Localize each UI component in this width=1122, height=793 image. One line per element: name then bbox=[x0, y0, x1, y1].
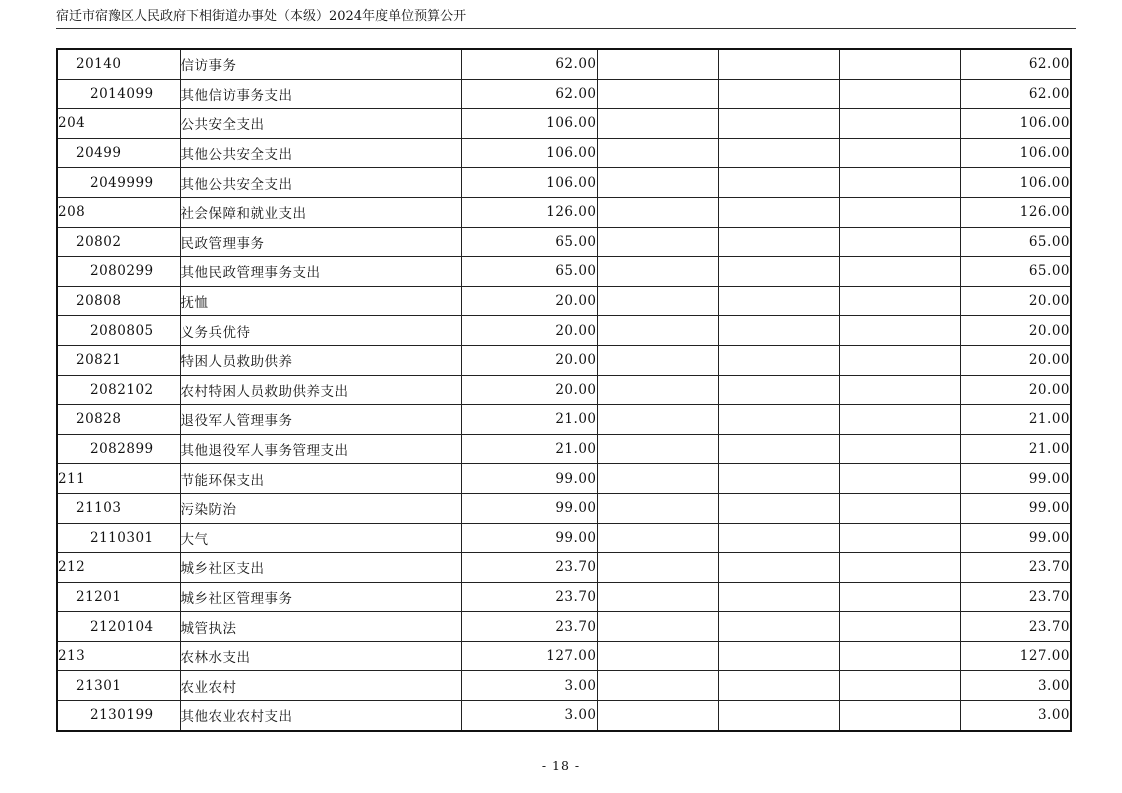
cell-column-5 bbox=[839, 316, 960, 346]
cell-column-3 bbox=[597, 138, 718, 168]
cell-total: 20.00 bbox=[461, 286, 597, 316]
cell-column-3 bbox=[597, 168, 718, 198]
cell-column-4 bbox=[718, 227, 839, 257]
cell-column-6: 20.00 bbox=[960, 316, 1071, 346]
cell-column-5 bbox=[839, 671, 960, 701]
cell-subject-code: 2080299 bbox=[57, 257, 180, 287]
cell-total: 127.00 bbox=[461, 641, 597, 671]
cell-subject-name: 其他农业农村支出 bbox=[180, 701, 461, 731]
cell-column-4 bbox=[718, 641, 839, 671]
cell-subject-code: 21301 bbox=[57, 671, 180, 701]
budget-table bbox=[56, 48, 1072, 732]
cell-column-3 bbox=[597, 316, 718, 346]
cell-column-6: 99.00 bbox=[960, 523, 1071, 553]
cell-subject-name: 其他信访事务支出 bbox=[180, 79, 461, 109]
cell-column-4 bbox=[718, 405, 839, 435]
cell-column-5 bbox=[839, 464, 960, 494]
cell-subject-code: 208 bbox=[57, 197, 180, 227]
cell-column-6: 127.00 bbox=[960, 641, 1071, 671]
cell-column-4 bbox=[718, 138, 839, 168]
cell-total: 62.00 bbox=[461, 49, 597, 79]
cell-column-3 bbox=[597, 701, 718, 731]
cell-column-6: 20.00 bbox=[960, 375, 1071, 405]
table-row bbox=[57, 109, 1071, 139]
cell-column-6: 21.00 bbox=[960, 405, 1071, 435]
cell-subject-code: 20499 bbox=[57, 138, 180, 168]
cell-column-5 bbox=[839, 405, 960, 435]
cell-subject-name: 特困人员救助供养 bbox=[180, 345, 461, 375]
table-row bbox=[57, 138, 1071, 168]
table-row bbox=[57, 434, 1071, 464]
cell-subject-name: 节能环保支出 bbox=[180, 464, 461, 494]
cell-total: 3.00 bbox=[461, 671, 597, 701]
cell-column-3 bbox=[597, 612, 718, 642]
cell-column-6: 99.00 bbox=[960, 464, 1071, 494]
cell-column-4 bbox=[718, 553, 839, 583]
cell-subject-code: 204 bbox=[57, 109, 180, 139]
cell-column-4 bbox=[718, 671, 839, 701]
cell-column-3 bbox=[597, 405, 718, 435]
cell-total: 65.00 bbox=[461, 227, 597, 257]
cell-subject-name: 城乡社区管理事务 bbox=[180, 582, 461, 612]
cell-subject-code: 21201 bbox=[57, 582, 180, 612]
cell-column-5 bbox=[839, 493, 960, 523]
cell-total: 65.00 bbox=[461, 257, 597, 287]
table-row bbox=[57, 641, 1071, 671]
cell-subject-code: 2082102 bbox=[57, 375, 180, 405]
cell-column-5 bbox=[839, 109, 960, 139]
cell-subject-name: 污染防治 bbox=[180, 493, 461, 523]
cell-column-3 bbox=[597, 641, 718, 671]
cell-subject-code: 213 bbox=[57, 641, 180, 671]
cell-column-4 bbox=[718, 49, 839, 79]
cell-subject-code: 2049999 bbox=[57, 168, 180, 198]
table-row bbox=[57, 582, 1071, 612]
cell-total: 23.70 bbox=[461, 612, 597, 642]
table-row bbox=[57, 523, 1071, 553]
cell-subject-name: 其他退役军人事务管理支出 bbox=[180, 434, 461, 464]
table-row bbox=[57, 553, 1071, 583]
cell-subject-code: 20802 bbox=[57, 227, 180, 257]
cell-subject-code: 2110301 bbox=[57, 523, 180, 553]
cell-column-3 bbox=[597, 109, 718, 139]
cell-total: 62.00 bbox=[461, 79, 597, 109]
cell-column-6: 65.00 bbox=[960, 227, 1071, 257]
cell-column-3 bbox=[597, 197, 718, 227]
table-row bbox=[57, 227, 1071, 257]
cell-total: 106.00 bbox=[461, 168, 597, 198]
cell-column-3 bbox=[597, 464, 718, 494]
cell-subject-code: 211 bbox=[57, 464, 180, 494]
cell-column-6: 106.00 bbox=[960, 168, 1071, 198]
cell-column-4 bbox=[718, 464, 839, 494]
cell-subject-name: 其他公共安全支出 bbox=[180, 138, 461, 168]
cell-column-4 bbox=[718, 316, 839, 346]
cell-column-5 bbox=[839, 286, 960, 316]
cell-subject-name: 其他公共安全支出 bbox=[180, 168, 461, 198]
cell-total: 20.00 bbox=[461, 345, 597, 375]
cell-column-5 bbox=[839, 553, 960, 583]
cell-subject-name: 城乡社区支出 bbox=[180, 553, 461, 583]
cell-total: 21.00 bbox=[461, 434, 597, 464]
cell-column-5 bbox=[839, 582, 960, 612]
cell-total: 106.00 bbox=[461, 109, 597, 139]
cell-column-4 bbox=[718, 612, 839, 642]
table-row bbox=[57, 168, 1071, 198]
table-row bbox=[57, 493, 1071, 523]
cell-total: 99.00 bbox=[461, 523, 597, 553]
page-header-title: 宿迁市宿豫区人民政府下相街道办事处（本级）2024年度单位预算公开 bbox=[56, 9, 467, 24]
table-row bbox=[57, 197, 1071, 227]
table-row bbox=[57, 49, 1071, 79]
cell-subject-code: 2014099 bbox=[57, 79, 180, 109]
cell-subject-name: 社会保障和就业支出 bbox=[180, 197, 461, 227]
cell-column-3 bbox=[597, 493, 718, 523]
cell-subject-code: 21103 bbox=[57, 493, 180, 523]
cell-subject-code: 2130199 bbox=[57, 701, 180, 731]
cell-subject-name: 大气 bbox=[180, 523, 461, 553]
cell-column-3 bbox=[597, 345, 718, 375]
cell-column-6: 3.00 bbox=[960, 671, 1071, 701]
cell-column-6: 21.00 bbox=[960, 434, 1071, 464]
table-row bbox=[57, 286, 1071, 316]
cell-column-5 bbox=[839, 434, 960, 464]
cell-column-6: 126.00 bbox=[960, 197, 1071, 227]
cell-subject-name: 农村特困人员救助供养支出 bbox=[180, 375, 461, 405]
cell-subject-name: 农业农村 bbox=[180, 671, 461, 701]
cell-column-6: 106.00 bbox=[960, 109, 1071, 139]
cell-column-3 bbox=[597, 257, 718, 287]
cell-column-6: 23.70 bbox=[960, 553, 1071, 583]
cell-column-5 bbox=[839, 375, 960, 405]
table-row bbox=[57, 375, 1071, 405]
table-row bbox=[57, 316, 1071, 346]
header-divider bbox=[56, 28, 1076, 29]
cell-column-4 bbox=[718, 434, 839, 464]
cell-column-5 bbox=[839, 345, 960, 375]
cell-subject-code: 212 bbox=[57, 553, 180, 583]
cell-column-5 bbox=[839, 168, 960, 198]
cell-subject-code: 2080805 bbox=[57, 316, 180, 346]
cell-subject-name: 其他民政管理事务支出 bbox=[180, 257, 461, 287]
cell-subject-name: 农林水支出 bbox=[180, 641, 461, 671]
cell-column-6: 3.00 bbox=[960, 701, 1071, 731]
cell-column-6: 23.70 bbox=[960, 612, 1071, 642]
cell-total: 20.00 bbox=[461, 316, 597, 346]
cell-column-5 bbox=[839, 227, 960, 257]
cell-subject-code: 2120104 bbox=[57, 612, 180, 642]
table-row bbox=[57, 79, 1071, 109]
table-row bbox=[57, 257, 1071, 287]
cell-column-3 bbox=[597, 49, 718, 79]
cell-column-4 bbox=[718, 257, 839, 287]
cell-subject-name: 义务兵优待 bbox=[180, 316, 461, 346]
cell-column-6: 23.70 bbox=[960, 582, 1071, 612]
cell-column-5 bbox=[839, 79, 960, 109]
cell-column-6: 106.00 bbox=[960, 138, 1071, 168]
cell-subject-code: 20140 bbox=[57, 49, 180, 79]
cell-column-3 bbox=[597, 227, 718, 257]
cell-total: 3.00 bbox=[461, 701, 597, 731]
budget-table-body bbox=[57, 49, 1071, 731]
table-row bbox=[57, 405, 1071, 435]
cell-subject-name: 抚恤 bbox=[180, 286, 461, 316]
cell-column-3 bbox=[597, 286, 718, 316]
cell-column-5 bbox=[839, 257, 960, 287]
table-row bbox=[57, 701, 1071, 731]
cell-column-6: 99.00 bbox=[960, 493, 1071, 523]
cell-total: 21.00 bbox=[461, 405, 597, 435]
cell-column-5 bbox=[839, 641, 960, 671]
cell-column-4 bbox=[718, 523, 839, 553]
table-row bbox=[57, 464, 1071, 494]
cell-column-5 bbox=[839, 523, 960, 553]
cell-column-4 bbox=[718, 109, 839, 139]
page-number: - 18 - bbox=[541, 758, 581, 773]
cell-column-4 bbox=[718, 582, 839, 612]
cell-total: 99.00 bbox=[461, 464, 597, 494]
cell-column-4 bbox=[718, 79, 839, 109]
cell-column-5 bbox=[839, 138, 960, 168]
cell-subject-code: 20821 bbox=[57, 345, 180, 375]
table-row bbox=[57, 345, 1071, 375]
cell-subject-name: 退役军人管理事务 bbox=[180, 405, 461, 435]
cell-subject-name: 信访事务 bbox=[180, 49, 461, 79]
cell-total: 126.00 bbox=[461, 197, 597, 227]
cell-total: 20.00 bbox=[461, 375, 597, 405]
table-row bbox=[57, 612, 1071, 642]
cell-column-3 bbox=[597, 79, 718, 109]
cell-column-3 bbox=[597, 582, 718, 612]
cell-total: 23.70 bbox=[461, 553, 597, 583]
cell-column-3 bbox=[597, 523, 718, 553]
cell-column-6: 62.00 bbox=[960, 79, 1071, 109]
cell-column-4 bbox=[718, 168, 839, 198]
cell-subject-name: 民政管理事务 bbox=[180, 227, 461, 257]
cell-column-5 bbox=[839, 197, 960, 227]
cell-column-4 bbox=[718, 345, 839, 375]
cell-column-6: 20.00 bbox=[960, 286, 1071, 316]
cell-subject-name: 公共安全支出 bbox=[180, 109, 461, 139]
cell-subject-code: 2082899 bbox=[57, 434, 180, 464]
cell-column-3 bbox=[597, 553, 718, 583]
cell-column-6: 65.00 bbox=[960, 257, 1071, 287]
cell-total: 99.00 bbox=[461, 493, 597, 523]
cell-subject-code: 20808 bbox=[57, 286, 180, 316]
cell-column-4 bbox=[718, 375, 839, 405]
cell-subject-name: 城管执法 bbox=[180, 612, 461, 642]
cell-column-4 bbox=[718, 493, 839, 523]
cell-column-4 bbox=[718, 701, 839, 731]
cell-column-3 bbox=[597, 434, 718, 464]
cell-column-4 bbox=[718, 286, 839, 316]
table-row bbox=[57, 671, 1071, 701]
cell-column-5 bbox=[839, 701, 960, 731]
cell-total: 23.70 bbox=[461, 582, 597, 612]
cell-total: 106.00 bbox=[461, 138, 597, 168]
cell-column-6: 62.00 bbox=[960, 49, 1071, 79]
cell-column-6: 20.00 bbox=[960, 345, 1071, 375]
cell-column-5 bbox=[839, 49, 960, 79]
cell-column-3 bbox=[597, 375, 718, 405]
cell-column-3 bbox=[597, 671, 718, 701]
cell-column-4 bbox=[718, 197, 839, 227]
cell-subject-code: 20828 bbox=[57, 405, 180, 435]
cell-column-5 bbox=[839, 612, 960, 642]
